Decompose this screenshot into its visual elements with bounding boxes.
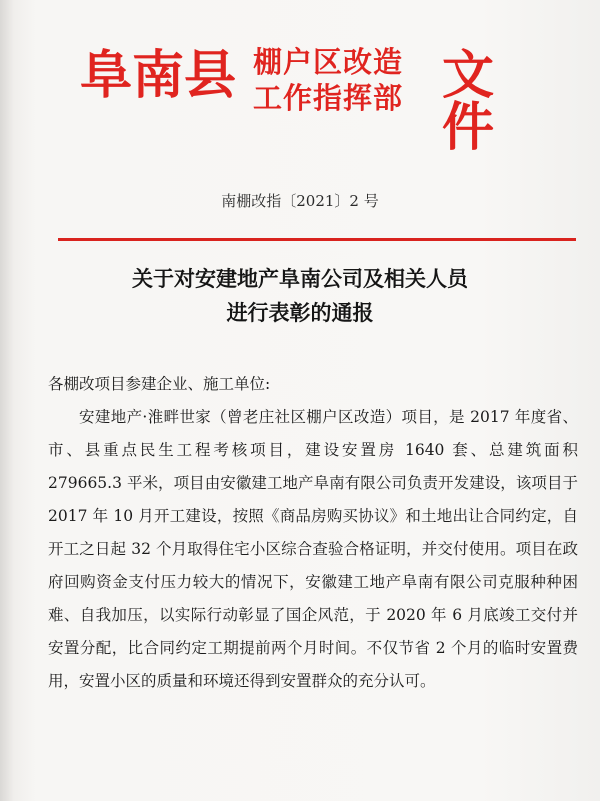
document-body bbox=[48, 368, 578, 698]
issuing-county: 阜南县 bbox=[80, 46, 237, 106]
document-type-label: 文件 bbox=[442, 46, 495, 158]
page-edge-shadow bbox=[0, 0, 14, 801]
salutation: 各棚改项目参建企业、施工单位: bbox=[48, 375, 271, 393]
red-divider bbox=[58, 238, 576, 241]
title-line1: 关于对安建地产阜南公司及相关人员 bbox=[132, 267, 468, 291]
issuing-office-line1: 棚户区改造 bbox=[253, 45, 404, 79]
title-line2: 进行表彰的通报 bbox=[226, 301, 374, 325]
document-title bbox=[0, 262, 600, 330]
issuing-office-line2: 工作指挥部 bbox=[253, 81, 404, 115]
document-header bbox=[80, 40, 540, 158]
body-paragraph: 安建地产·淮畔世家（曾老庄社区棚户区改造）项目，是 2017 年度省、市、县重点民生工程考核项目，建设安置房 1640 套、总建筑面积 279665.3 平米，项目由安徽建工地产阜南有限公司负责开发建设，该项目于 2017 年 10 月开工建设，按照《商品房购买协议》和土地出让合同约定，自开工之日起 32 个月取得住宅小区综合查验合格证明，并交付使用。项目在政府回购资金支付压力较大的情况下，安徽建工地产阜南有限公司克服种种困难、自我加压，以实际行动彰显了国企风范，于 2020 年 6 月底竣工交付并安置分配，比合同约定工期提前两个月时间。不仅节省 2 个月的临时安置费用，安置小区的质量和环境还得到安置群众的充分认可。 bbox=[48, 408, 578, 690]
issuing-office bbox=[253, 44, 433, 116]
document-number: 南棚改指〔2021〕2 号 bbox=[221, 192, 379, 210]
